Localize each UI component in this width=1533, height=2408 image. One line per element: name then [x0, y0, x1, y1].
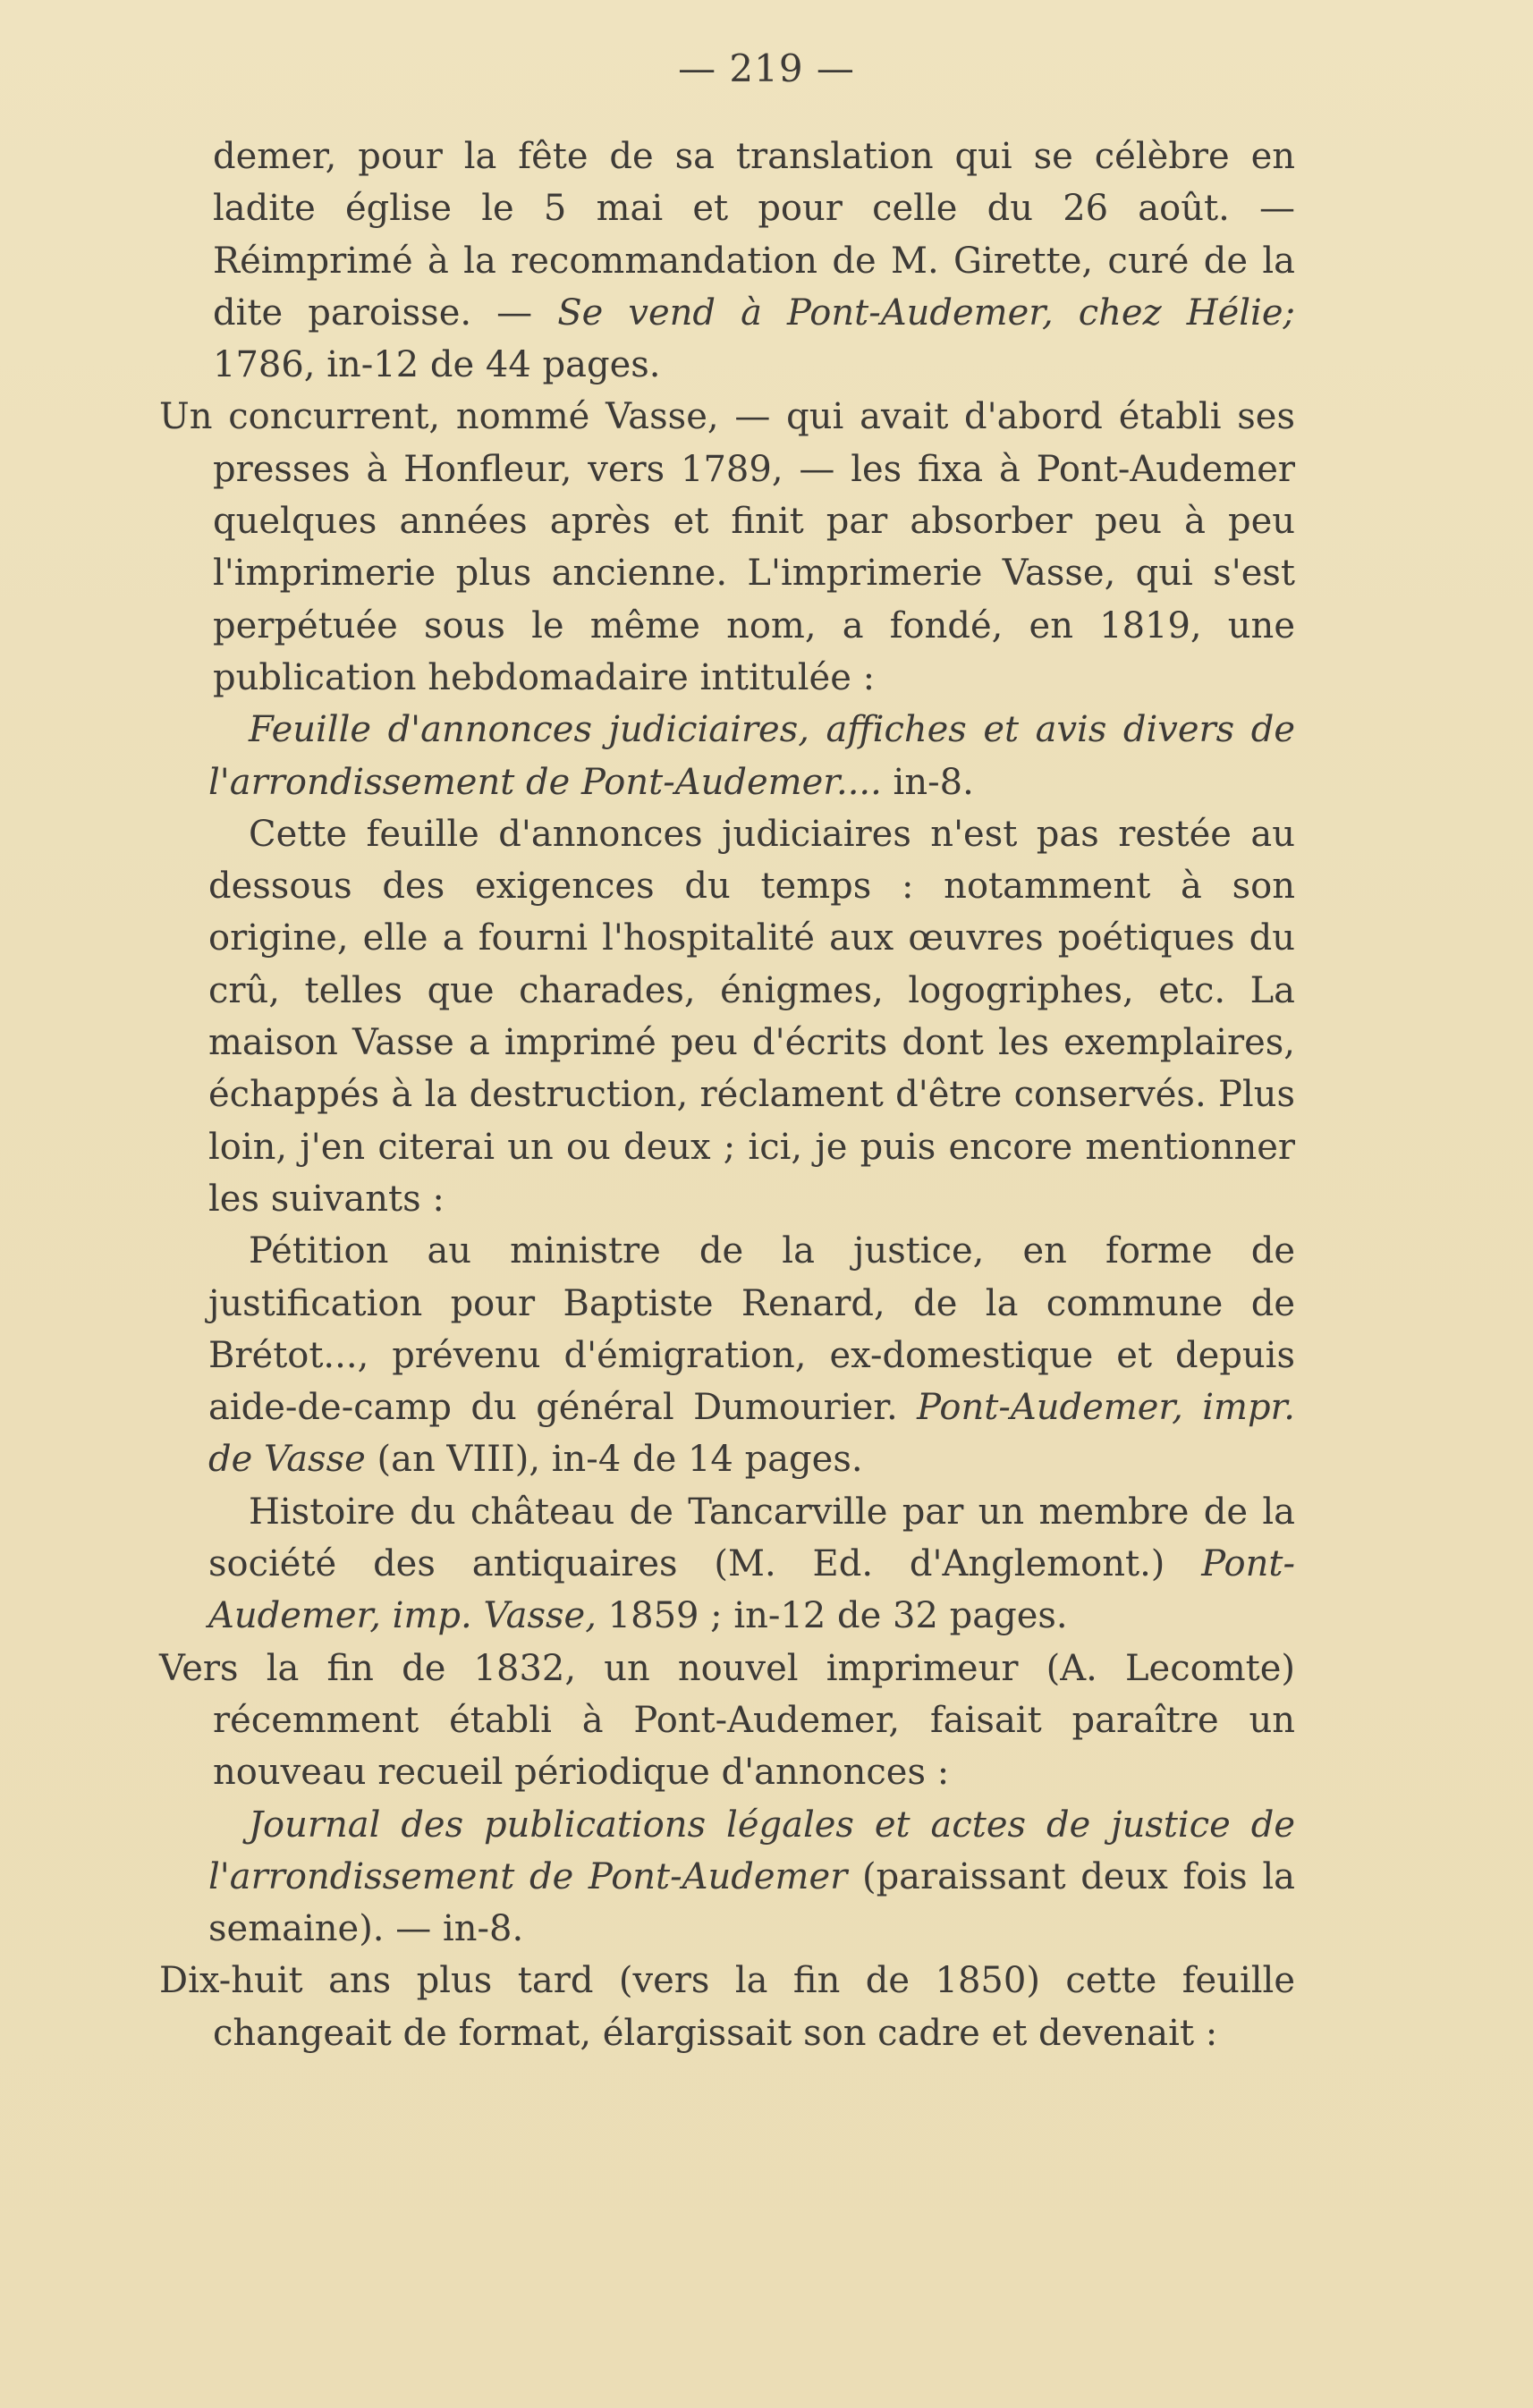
histoire-imprint: Pont-Audemer, imp. Vasse,: [208, 1543, 1295, 1637]
petition-title: Pétition au ministre de la justice, en forme de justification pour Baptiste Renard, de la commune de Brétot..., prévenu d'émigration, ex-domestique et depuis aide-de-camp du général Dumourier.: [208, 1230, 1295, 1429]
paragraph-feuille-description: Cette feuille d'annonces judiciaires n'est pas restée au dessous des exigences du temps : notamment à son origine, elle a fourni l'hospitalité aux œuvres poétiques du crû, telles que charades, énigmes, logogriphes, etc. La maison Vasse a imprimé peu d'écrits dont les exemplaires, échappés à la destruction, réclament d'être conservés. Plus loin, j'en citerai un ou deux ; ici, je puis encore mentionner les suivants :: [208, 813, 1295, 1220]
paragraph-vasse-intro: Un concurrent, nommé Vasse, — qui avait d'abord établi ses presses à Honfleur, vers 1789, — les fixa à Pont-Audemer quelques années après et finit par absorber peu à peu l'imprimerie plus ancienne. L'imprimerie Vasse, qui s'est perpétuée sous le même nom, a fondé, en 1819, une publication hebdomadaire intitulée :: [159, 396, 1295, 698]
publisher-imprint: Se vend à Pont-Audemer, chez Hélie;: [557, 291, 1295, 334]
petition-imprint: Pont-Audemer, impr. de Vasse: [208, 1387, 1295, 1481]
paragraph-lecomte: Vers la fin de 1832, un nouvel imprimeur (A. Lecomte) récemment établi à Pont-Audemer, faisait paraître un nouveau recueil périodique d'annonces :: [159, 1647, 1295, 1794]
histoire-title: Histoire du château de Tancarville par un membre de la société des antiquaires (M. Ed. d'Anglemont.): [208, 1491, 1295, 1585]
feuille-format: in-8.: [881, 761, 974, 803]
publication-details: 1786, in-12 de 44 pages.: [213, 344, 661, 386]
journal-title: Journal des publications légales et actes de justice de l'arrondissement de Pont-Audemer: [208, 1804, 1295, 1897]
paragraph-dix-huit: Dix-huit ans plus tard (vers la fin de 1850) cette feuille changeait de format, élargissait son cadre et devenait :: [159, 1960, 1295, 2054]
paragraph-petition: [97, 1225, 1295, 1485]
paragraph-histoire: [97, 1486, 1295, 1643]
paragraph-title-continuation: [97, 131, 1295, 391]
paragraph-journal-title: [97, 1799, 1295, 1956]
body-text: [97, 131, 1295, 2059]
paragraph-feuille-title: [97, 704, 1295, 808]
page-number: — 219 —: [678, 46, 855, 90]
histoire-details: 1859 ; in-12 de 32 pages.: [596, 1595, 1068, 1637]
petition-details: (an VIII), in-4 de 14 pages.: [365, 1439, 863, 1481]
title-continuation-text: demer, pour la fête de sa translation qui se célèbre en ladite église le 5 mai et pour celle du 26 août. — Réimprimé à la recommandation de M. Girette, curé de la dite paroisse. —: [213, 136, 1295, 334]
feuille-title: Feuille d'annonces judiciaires, affiches et avis divers de l'arrondissement de Pont-Audemer....: [208, 709, 1295, 803]
journal-details: (paraissant deux fois la semaine). — in-8.: [208, 1855, 1295, 1950]
